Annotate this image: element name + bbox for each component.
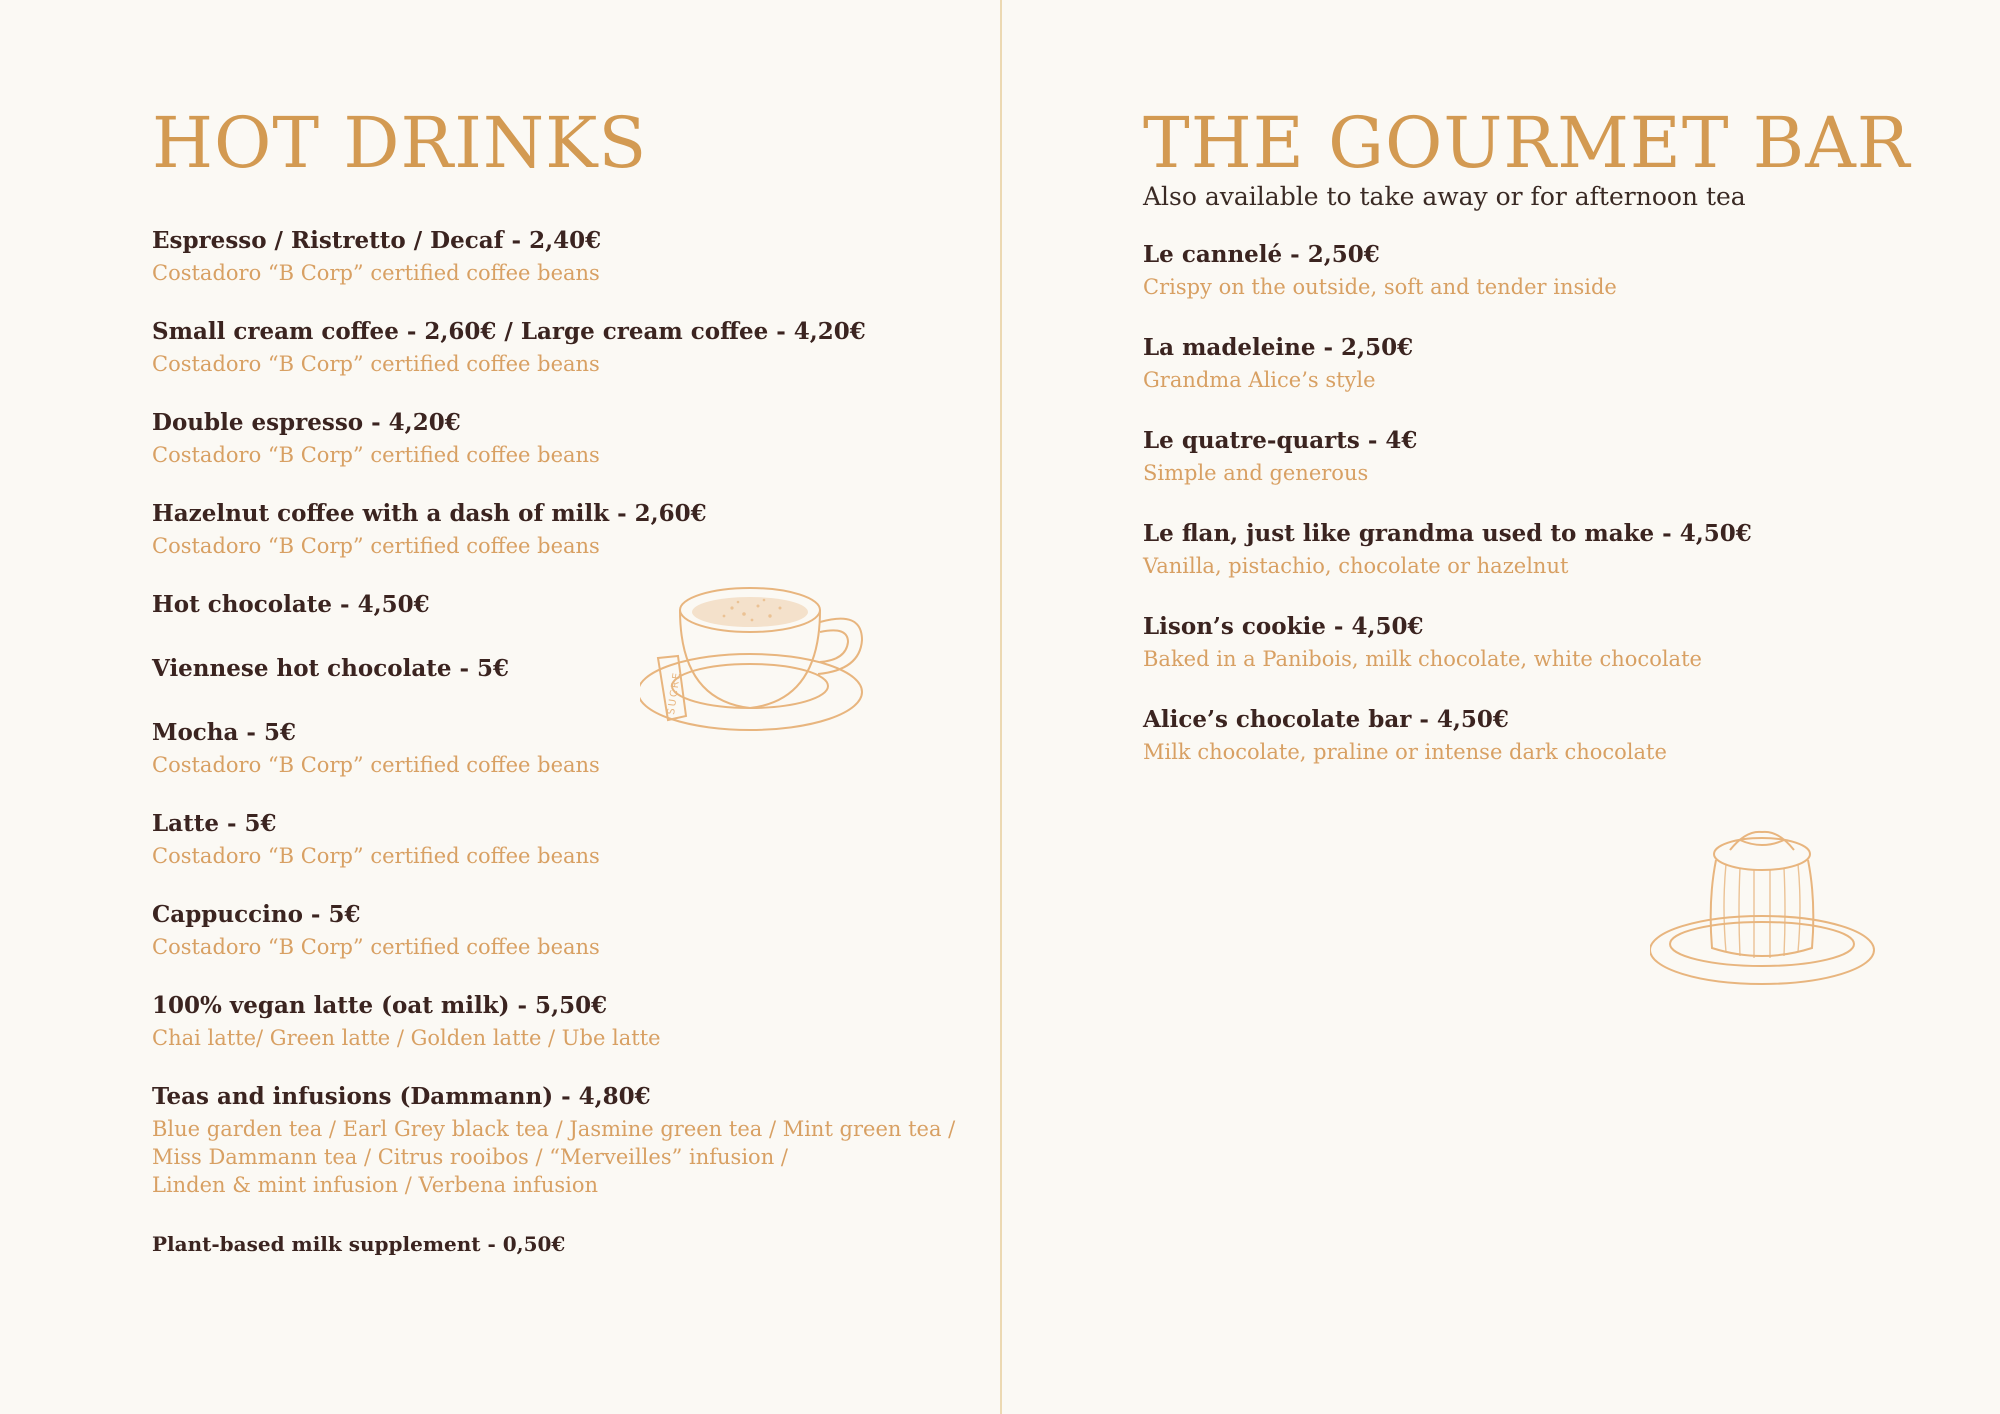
coffee-cup-icon (640, 570, 880, 740)
gourmet-bar-title: THE GOURMET BAR (1143, 102, 1911, 184)
item-name: Hazelnut coffee with a dash of milk - 2,60€ (152, 500, 707, 527)
menu-item (152, 1229, 972, 1259)
menu-item (152, 1082, 972, 1199)
hot-drinks-list (152, 226, 972, 1289)
item-description: Costadoro “B Corp” certified coffee beans (152, 261, 600, 285)
item-description: Costadoro “B Corp” certified coffee beans (152, 534, 600, 558)
menu-item (152, 991, 972, 1052)
item-description: Grandma Alice’s style (1143, 368, 1376, 392)
item-description: Simple and generous (1143, 461, 1369, 485)
gourmet-bar-page (1002, 0, 2000, 1414)
item-description: Costadoro “B Corp” certified coffee beans (152, 935, 600, 959)
menu-item (1143, 705, 1943, 766)
item-name: Small cream coffee - 2,60€ / Large cream coffee - 4,20€ (152, 318, 866, 345)
item-name: 100% vegan latte (oat milk) - 5,50€ (152, 992, 608, 1019)
menu-item (152, 900, 972, 961)
menu-item (152, 809, 972, 870)
menu-item (1143, 333, 1943, 394)
canele-icon (1650, 820, 1890, 1000)
menu-item (1143, 612, 1943, 673)
item-name: Cappuccino - 5€ (152, 901, 361, 928)
item-description-line: Linden & mint infusion / Verbena infusion (152, 1173, 599, 1197)
menu-item (152, 317, 972, 378)
item-description-line: Miss Dammann tea / Citrus rooibos / “Merveilles” infusion / (152, 1145, 788, 1169)
menu-item (152, 408, 972, 469)
menu-item (1143, 240, 1943, 301)
item-description: Costadoro “B Corp” certified coffee beans (152, 753, 600, 777)
gourmet-bar-list (1143, 240, 1943, 798)
item-name: Espresso / Ristretto / Decaf - 2,40€ (152, 227, 602, 254)
item-description: Milk chocolate, praline or intense dark chocolate (1143, 740, 1667, 764)
cup-label: SUCRE (666, 670, 684, 716)
item-name: Latte - 5€ (152, 810, 277, 837)
item-name: Alice’s chocolate bar - 4,50€ (1143, 706, 1509, 733)
menu-item (1143, 519, 1943, 580)
hot-drinks-title: HOT DRINKS (152, 102, 648, 184)
item-name: Plant-based milk supplement - 0,50€ (152, 1232, 566, 1256)
item-description: Costadoro “B Corp” certified coffee beans (152, 352, 600, 376)
menu-item (152, 226, 972, 287)
item-description: Chai latte/ Green latte / Golden latte / Ube latte (152, 1026, 661, 1050)
item-description: Vanilla, pistachio, chocolate or hazelnut (1143, 554, 1569, 578)
item-name: Double espresso - 4,20€ (152, 409, 461, 436)
item-name: Le quatre-quarts - 4€ (1143, 427, 1418, 454)
gourmet-bar-subtitle: Also available to take away or for afternoon tea (1143, 182, 1746, 211)
item-description: Baked in a Panibois, milk chocolate, white chocolate (1143, 647, 1702, 671)
menu-item (152, 499, 972, 560)
item-description: Crispy on the outside, soft and tender inside (1143, 275, 1617, 299)
item-description: Costadoro “B Corp” certified coffee beans (152, 844, 600, 868)
item-description: Costadoro “B Corp” certified coffee beans (152, 443, 600, 467)
item-name: Le cannelé - 2,50€ (1143, 241, 1380, 268)
item-name: Mocha - 5€ (152, 719, 296, 746)
item-name: Hot chocolate - 4,50€ (152, 591, 430, 618)
menu-item (1143, 426, 1943, 487)
item-description-line: Blue garden tea / Earl Grey black tea / Jasmine green tea / Mint green tea / (152, 1117, 956, 1141)
item-name: Le flan, just like grandma used to make - 4,50€ (1143, 520, 1752, 547)
item-name: Lison’s cookie - 4,50€ (1143, 613, 1424, 640)
item-name: La madeleine - 2,50€ (1143, 334, 1414, 361)
item-name: Teas and infusions (Dammann) - 4,80€ (152, 1083, 651, 1110)
item-name: Viennese hot chocolate - 5€ (152, 655, 510, 682)
